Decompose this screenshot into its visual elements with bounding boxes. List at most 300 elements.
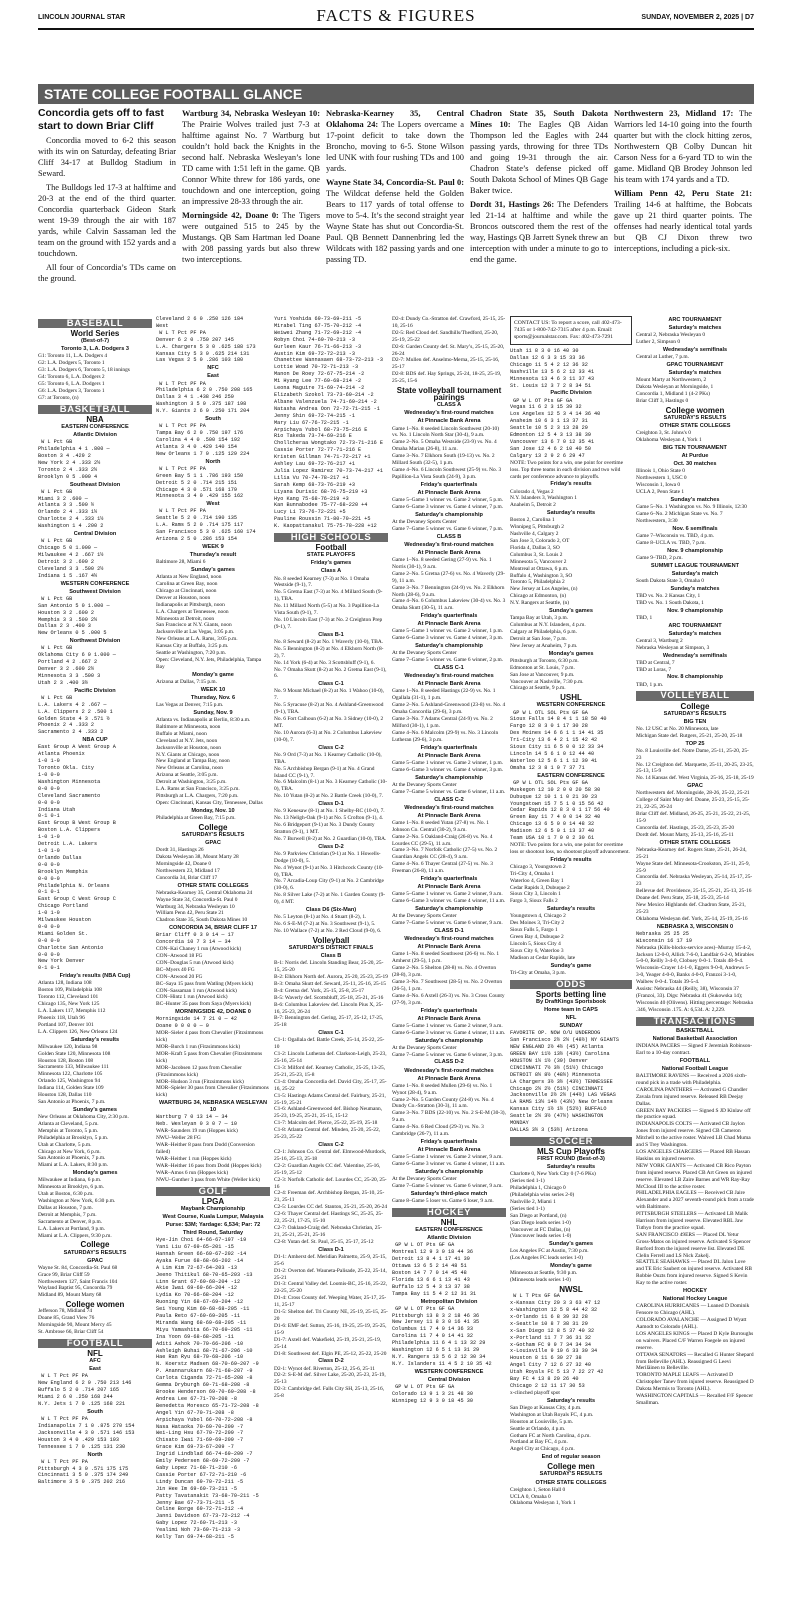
odds-row: San Francisco 2½ 2½ (48½) NY GIANTS xyxy=(510,1037,619,1044)
standings-row: San Francisco 5 3 0 .625 160 174 xyxy=(156,529,256,536)
subheading: EASTERN CONFERENCE xyxy=(537,772,605,779)
subheading: WESTERN CONFERENCE xyxy=(536,702,606,709)
result-line: D2-2: S-E-M def. Silver Lake, 25-20, 25-23, 25-19, 25-13 xyxy=(274,1372,386,1386)
result-line: Wayne State 34, Concordia-St. Paul 0 xyxy=(156,896,238,903)
subheading: Monday’s game xyxy=(192,671,234,678)
standings-row: N.Y. Rangers 13 5 6 2 12 30 34 xyxy=(392,1353,486,1360)
story-wartburg xyxy=(182,108,320,268)
leaderboard-row: Celine Borge 69-72-71–212 -4 xyxy=(156,1506,244,1513)
division-heading: East xyxy=(89,1366,101,1373)
schedule-line: No. 5 Syracuse (8-2) at No. 4 Ashland-Greenwood (9-1), TBA. xyxy=(274,702,384,716)
subheading: SATURDAY’S RESULTS xyxy=(539,1471,603,1478)
schedule-line: No. 9 Kenesaw (8-1) at No. 1 Shelby-RC (10-0), 7. xyxy=(274,808,385,815)
standings-row: GP W L OT Pts GF GA xyxy=(392,1242,455,1249)
division-heading: North xyxy=(87,1451,103,1458)
leaderboard-row: Ruoning Yin 68-67-69–204 -12 xyxy=(156,1299,244,1306)
leaderboard-row: Yealimi Noh 73-69-71–213 -3 xyxy=(156,1527,241,1534)
result-line: Illinois 1, Ohio State 0 xyxy=(636,468,685,475)
standings-row: Chicago 4 3 0 .571 168 179 xyxy=(156,486,237,493)
leaderboard-row: Mi Hyang Lee 77-69-68–214 -2 xyxy=(274,378,362,385)
schedule-line: Game 7–Wisconsin vs. TBD, 4 p.m. xyxy=(636,532,714,539)
venue: At Pinnacle Bank Arena xyxy=(417,549,481,556)
cup-row: Toronto Okla. City xyxy=(38,765,95,772)
scoring-play: CON–Atwood 18 FG xyxy=(156,953,203,960)
match-line: Game 1–No. 8 seeded Mullen (29-6) vs. No. 1 Wynot (28-4), 9 a.m. xyxy=(392,1082,493,1096)
standings-row: Milwaukee 4 2 .667 1½ xyxy=(38,551,104,558)
result-line: Grace 99, Briar Cliff 59 xyxy=(38,1271,90,1278)
result-line: C2-8: Yutan def. St. Paul, 25-15, 25-17, 25-12 xyxy=(274,1238,374,1245)
odds-row: GREEN BAY 11½ 13½ (43½) Carolina xyxy=(510,1051,610,1057)
leaderboard-row: Gemma Dryburgh 69-71-68–208 -8 xyxy=(156,1382,250,1389)
standings-row: W L Pct GB xyxy=(38,595,73,602)
leaderboard-row: Arpichaya Yubol 66-70-72–208 -8 xyxy=(156,1416,253,1423)
schedule-line: New Orleans at Oklahoma City, 2:30 p.m. xyxy=(38,1113,129,1120)
transaction: BALTIMORE RAVENS — Received a 2026 sixth-round pick in a trade with Philadelphia. xyxy=(636,1073,747,1086)
result-line: G1: Toronto 11, L.A. Dodgers 4 xyxy=(38,353,108,360)
cup-row: Boston L.A. Clippers xyxy=(38,827,101,834)
match-line: Game 1–No. 8 seeded Yutan (27-8) vs. No. 1 Johnson Co. Central (30-2), 9 a.m. xyxy=(392,819,489,833)
subheading: GPAC xyxy=(205,839,221,846)
class-heading: Class A xyxy=(320,568,342,575)
standings-row: GP W L OT Pts GF GA xyxy=(392,1305,455,1312)
schedule-line: No. 7 Omaha Skutt (8-2) at No. 2 Gretna East (9-1), 6. xyxy=(274,666,387,680)
leaderboard-row: Ingrid Lindblad 66-74-69–209 -7 xyxy=(156,1451,253,1458)
odds-row: Jacksonville 2½ 2½ (44½) LAS VEGAS xyxy=(510,1092,616,1099)
result-line: Sacramento 133, Milwaukee 111 xyxy=(38,1064,109,1071)
linescore-row: Wartburg 7 0 13 14 — 34 xyxy=(156,1114,228,1121)
standings-row: Chicago 11 5 4 2 12 36 32 xyxy=(510,361,588,368)
agate-column-2 xyxy=(156,316,270,1616)
match-line: Game 2–No. 5 Ashland-Greenwood (23-8) vs. No. 4 Omaha Concordia (29-6), 3 p.m. xyxy=(392,702,506,716)
leaderboard-row: Miranda Wang 68-69-68–205 -11 xyxy=(156,1319,247,1326)
leaderboard-row: Ayaka Furue 68-68-66–202 -14 xyxy=(156,1257,244,1264)
result-line: Charlotte 0, New York City 0 (7-6 PKs) xyxy=(510,1171,596,1178)
heading: NFL xyxy=(87,1349,103,1359)
round-heading: Wednesday’s first-round matches xyxy=(404,804,494,811)
subheading: Saturday’s results xyxy=(70,1036,120,1043)
subheading: OTHER STATE COLLEGES xyxy=(535,1479,607,1486)
publication-name: LINCOLN JOURNAL STAR xyxy=(38,14,126,21)
result-line: San Antonio at Phoenix, 7 p.m. xyxy=(38,1098,106,1105)
standings-row: Miami 2 6 0 .250 168 244 xyxy=(38,1394,113,1401)
subheading: FOOTBALL xyxy=(679,1057,711,1064)
round-heading: Wednesday’s first-round matches xyxy=(404,541,494,548)
heading: College xyxy=(198,822,228,832)
division-heading: Pacific Division xyxy=(74,687,116,694)
round-heading: Saturday’s championship xyxy=(415,1037,483,1044)
leaderboard-row: Hae Ran Ryu 68-70-68–206 -10 xyxy=(156,1354,244,1361)
leaderboard-row: K. Kaopattanakul 75-75-78–228 +12 xyxy=(274,523,377,530)
round-heading: Saturday’s championship xyxy=(415,906,483,913)
contact-box: CONTACT US: To report a score, call 402-473-7435 or 1-800-742-7315 after 4 p.m. Email: sports@journalstar.com. Fax: 402-473-7291 xyxy=(510,316,632,345)
round-heading: Nov. 9 championship xyxy=(667,547,723,554)
schedule-line: N.Y. Giants at Chicago, noon xyxy=(156,751,220,758)
schedule-line: Detroit at Washington, 3:25 p.m. xyxy=(156,779,227,786)
round-heading: Saturday’s championship xyxy=(415,774,483,781)
heading: NBA xyxy=(86,414,104,424)
leaderboard-row: Pauline Roussin 71-80-70–221 +5 xyxy=(274,516,371,523)
schedule-line: Game 8–UCLA vs. TBD, 7 p.m. xyxy=(636,539,706,546)
schedule-line: San Jose at Vancouver, 9 p.m. xyxy=(510,671,575,678)
standings-row: W L T Pct PF PA xyxy=(156,508,206,515)
division-heading: Atlantic Division xyxy=(73,432,117,438)
odds-row: DETROIT 8½ 8½ (48½) Minnesota xyxy=(510,1071,601,1078)
standings-row: Denver 3 2 .600 2½ xyxy=(38,666,95,673)
result-line: Portland 107, Denver 101 xyxy=(38,1021,94,1028)
box-title: CONCORDIA 34, BRIAR CLIFF 17 xyxy=(168,925,258,932)
result-line: B-7: Bennington def. Gering, 25-17, 25-12, 17-25, 25-18 xyxy=(274,1015,384,1029)
story-chadron xyxy=(470,108,608,268)
leaderboard-row: Leona Maguire 71-69-74–214 -2 xyxy=(274,385,365,392)
standings-row: W L T Pct PF PA xyxy=(38,1458,88,1465)
linescore-row: Concordia 10 7 3 14 — 34 xyxy=(156,939,231,946)
standings-row: Orlando 2 4 .333 1½ xyxy=(38,509,98,516)
result-line: Boston 2, Carolina 1 xyxy=(510,517,555,524)
leaderboard-row: Aditi Ashok 70-70-66–206 -10 xyxy=(156,1340,244,1347)
match-line: At the Devaney Sports Center xyxy=(392,781,457,788)
leaderboard-row: Gurleen Kaur 76-71-66–213 -3 xyxy=(274,343,362,350)
result-line: C2-1: Johnson Co. Central def. Elmwood-Murdock, 25-16, 25-13, 25-18 xyxy=(274,1149,387,1162)
round-heading: Wednesday’s first-round matches xyxy=(404,410,494,417)
story-body: The Defenders led 21-14 at halftime and while the Broncos outscored them the rest of the way, Hastings QB Jarrett Synek threw an interception with under a minute to go to end the game. xyxy=(470,200,608,264)
subheading: OTHER STATE COLLEGES xyxy=(177,882,249,889)
linescore-row: Morningside 14 7 21 0 — 42 xyxy=(156,1016,237,1023)
result-line: Briar Cliff 3, Hastings 0 xyxy=(636,397,689,404)
match-line: Game 6–Game 3 winner vs. Game 4 winner, 11 a.m. xyxy=(392,898,506,905)
result-line: Nebraska Wesleyan at Simpson, 3 xyxy=(636,644,710,651)
match-line: Game 8–Game 5 loser vs. Game 6 loser, 9 a.m. xyxy=(392,1197,494,1204)
class-heading: Class C-1 xyxy=(318,1030,344,1037)
round-heading: Saturday’s championship xyxy=(415,511,483,518)
result-line: Anaheim 5, Detroit 2 xyxy=(510,502,556,509)
heading: NWSL xyxy=(559,1285,583,1295)
division-heading: North xyxy=(205,458,221,465)
schedule-line: New Jersey at Anaheim, 7 p.m. xyxy=(510,642,578,649)
standings-row: Lincoln 14 5 6 1 0 12 44 40 xyxy=(510,750,595,757)
standings-row: Kansas City 5 3 0 .625 214 131 xyxy=(156,350,250,357)
schedule-line: No. 8 seeded Kearney (7-3) at No. 1 Omaha Westside (9-1), 7. xyxy=(274,575,370,589)
standings-row: Colorado 13 9 1 3 21 48 30 xyxy=(392,1390,473,1397)
subheading: Saturday’s results xyxy=(546,510,596,517)
result-line: Concordia def. Hastings, 25-23, 25-23, 25-20 xyxy=(636,824,735,831)
story-lead: Chadron State 35, South Dakota Mines 10: xyxy=(470,109,608,129)
heading: College xyxy=(80,1240,110,1250)
match-line: Game 7–Game 5 winner vs. Game 6 winner, 9 a.m. xyxy=(392,920,503,927)
venue: At Pinnacle Bank Arena xyxy=(417,884,481,891)
schedule-line: Seattle at Washington, 7:20 p.m. xyxy=(156,650,226,657)
story-paragraph: All four of Concordia’s TDs came on the ground. xyxy=(38,263,176,283)
schedule-line: Detroit at Memphis, 7 p.m. xyxy=(38,1211,97,1218)
schedule-line: No. 10 Lincoln East (7-3) at No. 2 Creighton Prep (9-1), 7. xyxy=(274,617,383,630)
standings-row: Boston 3 4 .429 2 xyxy=(38,452,91,459)
standings-row: Charlotte 2 4 .333 1½ xyxy=(38,516,104,523)
venue: At Pinnacle Bank Arena xyxy=(417,489,481,496)
result-line: New Jersey at Los Angeles, (n) xyxy=(510,586,578,593)
round-heading: Saturday’s matches xyxy=(668,630,722,637)
standings-row: Bay FC 4 13 8 20 26 40 xyxy=(510,1376,579,1383)
round-heading: Sunday’s matches xyxy=(670,585,720,592)
subheading: SATURDAY’S RESULTS xyxy=(181,831,245,838)
result-line: Doane 85, Grand View 76 xyxy=(38,1315,95,1322)
standings-row: Philadelphia 6 2 0 .750 208 165 xyxy=(156,387,253,394)
standings-row: L.A. Rams 5 2 0 .714 175 117 xyxy=(156,522,244,529)
schedule-line: San Antonio at Phoenix, 7 p.m. xyxy=(38,1155,106,1162)
result-line: Florida 4, Dallas 3, SO xyxy=(510,544,560,551)
cup-row: Milwaukee Houston xyxy=(38,917,91,924)
leaderboard-row: Arpichaya Yubol 68-73-75–216 E xyxy=(274,426,368,433)
transaction: OTTAWA SENATORS — Recalled G Hunter Shepard from Belleville (AHL). Reassigned G Leevi Meriläinen to Belleville. xyxy=(636,1351,754,1372)
subheading: HOCKEY xyxy=(683,1288,707,1295)
result-line: C1-4: Omaha Concordia def. David City, 25-17, 25-16, 25-22 xyxy=(274,1078,387,1092)
schedule-line: No. 8 Seward (8-2) at No. 1 Waverly (10-0), TBA. xyxy=(274,638,384,645)
division-heading: South xyxy=(87,1408,103,1415)
schedule-line: Washington at New York, 6:30 p.m. xyxy=(38,1198,116,1205)
result-line: No. 8 Louisville def. Notre Dame, 25-11, 25-20, 25-23 xyxy=(636,747,749,761)
section-bar: SOCCER xyxy=(510,1137,632,1146)
result-line: Northwestern 1, USC 0 xyxy=(636,475,687,482)
schedule-line: Chicago at Seattle, 9 p.m. xyxy=(510,685,566,692)
standings-row: GP W L OTL SOL Pts GF GA xyxy=(510,709,588,716)
standings-row: Buffalo 5 2 0 .714 207 165 xyxy=(38,1387,119,1394)
leaderboard-row: Lydia Ko 70-66-68–204 -12 xyxy=(156,1292,234,1299)
schedule-line: Central at Luther, 7 p.m. xyxy=(636,354,689,361)
result-line: D1-3: Central Valley def. Loomis-BC, 25-16, 25-22, 22-25, 25-20 xyxy=(274,1281,388,1295)
leaderboard-row: Jeeno Thitikul 68-70-65–203 -13 xyxy=(156,1271,253,1278)
schedule-line: Denver at Houston, noon xyxy=(156,594,211,601)
standings-row: Team USA 10 1 7 0 0 2 30 61 xyxy=(510,835,595,842)
schedule-line: Indianapolis at Pittsburgh, noon xyxy=(156,601,225,608)
round-heading: Sunday’s matches xyxy=(670,496,720,503)
standings-row: Anaheim 10 6 3 1 13 37 31 xyxy=(510,418,588,425)
result-line: G3: L.A. Dodgers 6, Toronto 5, 18 innings xyxy=(38,367,130,374)
standings-row: Carolina 4 4 0 .500 154 192 xyxy=(156,436,241,443)
transaction: PITTSBURGH STEELERS — Activated LB Malik Harrison from injured reserve. Elevated RBL Jaw Tuthyo from the practice squad. xyxy=(636,1211,748,1231)
schedule-line: Arizona at Seattle, 3:05 p.m. xyxy=(156,772,218,779)
scoring-play: WAR–Amos 6 run (Hoppes kick) xyxy=(156,1169,229,1176)
schedule-line: Minnesota at Seattle, 9:30 p.m. xyxy=(510,1270,578,1277)
subheading: TOP 25 xyxy=(685,740,705,747)
class-heading: Class C-1 xyxy=(318,681,344,688)
subheading: Home team in CAPS xyxy=(544,1007,598,1013)
schedule-line: No. 10 Aurora (6-3) at No. 2 Columbus Lakeview (10-0), 7. xyxy=(274,729,382,743)
result-line: St. Ambrose 66, Briar Cliff 54 xyxy=(38,1329,104,1336)
round-heading: Friday’s quarterfinals xyxy=(420,876,478,883)
leaderboard-row: Jenny Bae 67-73-71–211 -5 xyxy=(156,1499,234,1506)
heading: Volleyball xyxy=(312,935,350,945)
heading: College women xyxy=(665,405,725,415)
subheading: End of regular season xyxy=(541,1454,601,1461)
round-heading: Saturday’s championship xyxy=(415,1168,483,1175)
standings-row: Philadelphia 4 1 .800 — xyxy=(38,446,110,452)
cup-row: 0-0 0-0 xyxy=(38,799,60,806)
section-bar: TRANSACTIONS xyxy=(636,1017,754,1026)
result-line: Orlando 125, Washington 94 xyxy=(38,1078,101,1085)
transaction: CAROLINA PANTHERS — Activated G Chandler Zavala from injured reserve. Released RB Deejay Dallas. xyxy=(636,1086,748,1107)
result-line: Cedar Rapids 3, Dubuque 2 xyxy=(510,884,570,891)
subheading: ARC TOURNAMENT xyxy=(668,317,722,323)
class-heading: CLASS D-2 xyxy=(434,1059,464,1066)
cup-row: Orlando Dallas xyxy=(38,854,82,861)
standings-row: Nashville 13 5 6 2 12 33 41 xyxy=(510,368,595,375)
standings-row: Tennessee 1 7 0 .125 131 230 xyxy=(38,1443,126,1450)
result-line: B-5: Waverly def. Scottsbluff, 25-18, 25-21, 25-16 xyxy=(274,994,384,1001)
schedule-line: Pittsburgh at L.A. Chargers, 7:20 p.m. xyxy=(156,792,239,799)
division-heading: Metropolitan Division xyxy=(420,1298,478,1305)
subheading: BIG TEN xyxy=(683,718,707,725)
leaderboard-row: Julia Lopez Ramirez 70-73-74–217 +1 xyxy=(274,467,383,474)
match-line: Game 4–No. 6 Thayer Central (27-5) vs. No. 3 Freeman (26-8), 11 a.m. xyxy=(392,861,493,875)
scoring-play: CON–Kai Chaney 1 run (Atwood kick) xyxy=(156,946,242,953)
leaderboard-row: Gaby Lopez 71-68-71–210 -6 xyxy=(156,1464,237,1471)
standings-row: Portland 4 2 .667 2 xyxy=(38,659,98,666)
venue: At Pinnacle Bank Arena xyxy=(417,418,481,425)
standings-row: GP W L OTL SOL Pts GF GA xyxy=(510,779,588,786)
result-line: D2-1: Wynot def. Riverton, 25-12, 25-6, 25-11 xyxy=(274,1365,375,1372)
heading: College women xyxy=(65,1300,125,1310)
schedule-line: Open: Cincinnati, Kansas City, Tennessee, Dallas xyxy=(156,799,263,806)
result-line: San Diego at Portland, (n) xyxy=(510,1212,567,1219)
venue: At Pinnacle Bank Arena xyxy=(417,752,481,759)
standings-row: N.Y. Islanders 11 4 5 2 10 35 42 xyxy=(392,1360,492,1367)
match-line: Game 7–Game 5 winner vs. Game 6 winner, 9 a.m. xyxy=(392,1182,503,1189)
match-line: Game 3–No. 7 BDS (22-10) vs. No. 2 S-E-M (30-3), 9 a.m. xyxy=(392,1110,506,1124)
venue: At Pinnacle Bank Arena xyxy=(417,944,481,951)
standings-row: Muskegon 12 10 2 0 0 20 58 30 xyxy=(510,786,601,793)
round-heading: Wednesday’s first-round matches xyxy=(404,1067,494,1074)
leaderboard-row: Brooke Henderson 69-70-69–208 -8 xyxy=(156,1389,256,1395)
scoring-play: BC–Hunter 35 pass from Saya (Myers kick) xyxy=(156,1001,252,1008)
schedule-line: Arizona at Dallas, 7:15 p.m. xyxy=(156,678,217,685)
schedule-line: No. 9 Ord (7-3) at No. 1 Kearney Catholic (10-0), TBA. xyxy=(274,751,382,765)
result-line: B-6: Columbus Lakeview def. Lincoln Pius X, 25-16, 25-23, 26-24 xyxy=(274,1001,384,1015)
leaderboard-row: N. Koerstz Madsen 68-70-69–207 -9 xyxy=(156,1361,259,1368)
standings-row: West xyxy=(156,322,169,329)
subheading: Friday’s results (NBA Cup) xyxy=(59,973,131,980)
odds-row: FAVORITE OP. NOW O/U UNDERDOG xyxy=(510,1030,601,1037)
result-line: G5: Toronto 6, L.A. Dodgers 1 xyxy=(38,381,105,387)
schedule-line: Baltimore at Minnesota, noon xyxy=(156,723,221,730)
league-heading: National Football League xyxy=(661,1065,729,1072)
scoring-play: MOR–Burch 1 run (Fitzsimmons kick) xyxy=(156,1044,241,1050)
scoring-play: WAR–Heither 16 pass from Dodd (Hoppes kick) xyxy=(156,1162,262,1169)
result-line: Minnesota 122, Charlotte 105 xyxy=(38,1071,103,1078)
scoring-play: CON–Sassaman 1 run (Atwood kick) xyxy=(156,987,237,994)
section-banner: STATE COLLEGE FOOTBALL GLANCE xyxy=(38,84,754,104)
subheading: Sunday’s games xyxy=(549,608,593,615)
result-line: Phoenix 118, Utah 96 xyxy=(38,1014,85,1021)
schedule-line: San Diego at Kansas City, 4 p.m. xyxy=(510,1404,582,1411)
result-line: C2-6: Thayer Central def. Hastings SC, 25-25, 25-22, 25-21, 17-25, 15-10 xyxy=(274,1211,383,1225)
match-line: Game 6–Game 3 winner vs. Game 4 winner, 3 p.m. xyxy=(392,635,504,642)
standings-row: Seattle 10 5 2 3 13 28 29 xyxy=(510,425,588,432)
result-line: Mount Marty at Northwestern, 2 xyxy=(636,377,707,384)
schedule-line: Game 6–No. 2 Michigan State vs. No. 7 Northwestern, 3:30 xyxy=(636,510,723,524)
standings-row: New Jersey 11 8 3 0 16 41 35 xyxy=(392,1319,480,1326)
match-line: At the Devaney Sports Center xyxy=(392,650,457,657)
result-line: G7: at Toronto, (n) xyxy=(38,394,79,401)
section-bar: VOLLEYBALL xyxy=(636,691,754,700)
schedule-line: Los Angeles FC at Austin, 7:30 p.m. xyxy=(510,1248,589,1255)
odds-row: HOUSTON 1½ 1½ (39) Denver xyxy=(510,1057,588,1064)
round-heading: Saturday’s third-place match xyxy=(410,1190,488,1197)
round-heading: Wednesday’s first-round matches xyxy=(404,673,494,680)
result-line: Lincoln 5, Sioux City 4 xyxy=(510,941,561,947)
schedule-line: Open: Cleveland, N.Y. Jets, Philadelphia, Tampa Bay xyxy=(156,657,262,670)
standings-row: Cleveland 2 6 0 .250 126 184 xyxy=(156,316,244,322)
standings-row: Golden State 4 3 .571 ½ xyxy=(38,715,110,722)
subheading: WEEK 9 xyxy=(202,543,224,550)
result-line: D1-2: Overton def. Wauneta-Palisade, 25-22, 25-14, 25-21 xyxy=(274,1267,387,1281)
standings-row: Washington 3 5 0 .375 187 198 xyxy=(156,401,247,408)
schedule-line: Sacramento at Denver, 8 p.m. xyxy=(38,1218,103,1225)
venue: At Pinnacle Bank Arena xyxy=(417,1147,481,1154)
round-heading: Wednesday’s semifinals xyxy=(662,347,728,353)
odds-row: LA RAMS 13½ 14½ (43½) New Orleans xyxy=(510,1099,613,1106)
leaderboard-row: P. Anannarukarn 68-71-68–207 -9 xyxy=(156,1368,253,1375)
cup-row: Philadelphia N. Orleans xyxy=(38,882,110,889)
match-line: Game 4–No. 6 Axtell (26-3) vs. No. 3 Cross County (27-9), 3 p.m. xyxy=(392,992,505,1006)
standings-row: Omaha 12 3 8 1 0 7 37 71 xyxy=(510,764,585,771)
schedule-line: No. 5 Leyton (8-1) at No. 4 Stuart (8-2), 1. xyxy=(274,914,367,921)
standings-row: x-Gotham FC 9 9 7 34 34 34 xyxy=(510,1341,591,1348)
schedule-line: Atlanta at Cleveland, 5 p.m. xyxy=(38,1120,99,1127)
story-paragraph: The Bulldogs led 17-3 at halftime and 20-3 at the end of the third quarter. Concordia quarterback Gideon Stark went 19-39 through the air with 187 yards, while Calvin Sassaman led the team on the ground with 152 yards and a touchdown. xyxy=(38,183,176,258)
schedule-line: No. 7 Burwell (8-2) at No. 2 Guardian (10-0), TBA. xyxy=(274,835,387,842)
leaderboard-row: Ina Yoon 69-68-68–205 -11 xyxy=(156,1333,234,1340)
schedule-line: Pittsburgh at Toronto, 6:30 p.m. xyxy=(510,657,579,664)
scoring-play: BC–Myers 40 FG xyxy=(156,966,195,973)
standings-row: Houston 3 2 .600 2 xyxy=(38,609,95,616)
subheading: Saturday’s results xyxy=(546,1164,596,1171)
venue: At Pinnacle Bank Arena xyxy=(417,621,481,628)
round-heading: Saturday’s matches xyxy=(668,370,722,377)
result-line: Wayland Baptist 95, Concordia 79 xyxy=(38,1285,113,1292)
standings-row: W L Pct GB xyxy=(38,694,73,701)
note: NOTE: Two points for a win, one point for overtime loss. Top three teams in each division and two wild cards per conference advance to playoffs. xyxy=(510,459,624,480)
match-line: Game 7–Game 5 winner vs. Game 6 winner, 11 a.m. xyxy=(392,788,506,795)
leaderboard-row: Rio Takeda 73-74-69–216 E xyxy=(274,433,352,440)
schedule-line: Calgary at Philadelphia, 6 p.m. xyxy=(510,629,577,635)
venue: At Pinnacle Bank Arena xyxy=(417,1015,481,1022)
match-line: Game 5–Game 1 winner vs. Game 2 winner, 9 a.m. xyxy=(392,891,503,898)
cup-row: Brooklyn Memphis xyxy=(38,868,88,875)
leaderboard-row: Cassie Porter 72-77-71–216 E xyxy=(274,447,362,454)
result-line: (Series tied 1-1) xyxy=(510,1178,545,1185)
subheading: Thursday, Nov. 6 xyxy=(190,694,236,701)
story-lead: Northwestern 23, Midland 17: xyxy=(614,109,734,118)
standings-row: Washington 12 6 5 1 13 31 29 xyxy=(392,1347,480,1354)
schedule-line: Buffalo at Miami, noon xyxy=(156,730,207,737)
result-line: Morningside 90, Mount Mercy 45 xyxy=(38,1322,112,1329)
odds-row: CINCINNATI 7½ 3½ (51½) Chicago xyxy=(510,1064,604,1071)
standings-row: L.A. Lakers 4 2 .667 — xyxy=(38,701,107,708)
schedule-line: Philadelphia at Brooklyn, 5 p.m. xyxy=(38,1134,109,1141)
venue: At Purdue xyxy=(681,453,709,459)
leaderboard-row: Sarah Kemp 68-73-76–219 +3 xyxy=(274,481,355,488)
schedule-line: Philadelphia at Green Bay, 7:15 p.m. xyxy=(156,814,236,821)
result-line: No. 12 USC at No. 20 Minnesota, late xyxy=(636,725,719,732)
result-line: Sioux City 3, Lincoln 1 xyxy=(510,891,561,898)
story-body: The Warriors led 14-10 going into the fourth quarter but with the clock hitting zeros, Northwestern QB Colby Duncan hit Carson Ness for a 6-yard TD to win the game. Midland QB Brodey Johnson led his team with 174 yards and a TD. xyxy=(614,109,752,184)
standings-row: Washington 1 4 .200 2 xyxy=(38,523,104,530)
result-line: Luther 2, Simpson 0 xyxy=(636,339,681,346)
standings-row: Edmonton 12 5 4 3 13 38 39 xyxy=(510,432,591,439)
standings-row: Calgary 13 2 9 2 6 29 47 xyxy=(510,452,585,459)
cup-row: 0-0 0-0 xyxy=(38,875,60,882)
schedule-line: Miami at L.A. Clippers, 9:30 p.m. xyxy=(38,1232,112,1239)
result-line: Nashville 2, Miami 1 xyxy=(510,1198,556,1205)
schedule-line: Portland at Bay FC, 4 p.m. xyxy=(510,1439,568,1446)
